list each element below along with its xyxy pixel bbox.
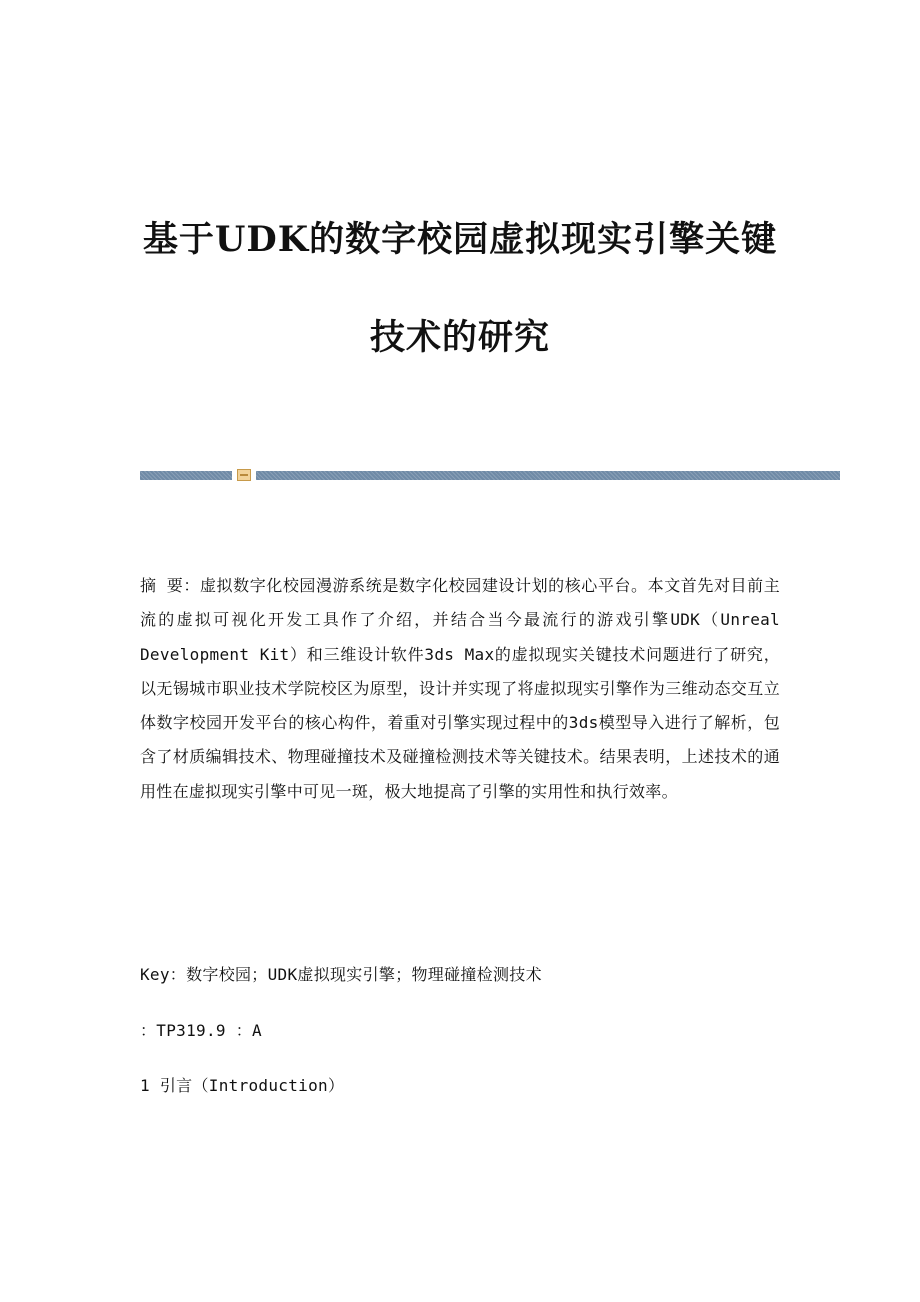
keywords-line: Key：数字校园；UDK虚拟现实引擎；物理碰撞检测技术 [140,965,542,984]
title-divider [140,471,840,480]
divider-bar-right [256,471,840,480]
abstract-paragraph: 摘 要：虚拟数字化校园漫游系统是数字化校园建设计划的核心平台。本文首先对目前主流的虚拟可视化开发工具作了介绍，并结合当今最流行的游戏引擎UDK（Unreal Development Kit）和三维设计软件3ds Max的虚拟现实关键技术问题进行了研究，以无锡城市职业技术学院校区为原型，设计并实现了将虚拟现实引擎作为三维动态交互立体数字校园开发平台的核心构件，着重对引擎实现过程中的3ds模型导入进行了解析，包含了材质编辑技术、物理碰撞技术及碰撞检测技术等关键技术。结果表明，上述技术的通用性在虚拟现实引擎中可见一斑，极大地提高了引擎的实用性和执行效率。 [140,576,780,801]
section-heading: 1 引言（Introduction） [140,1076,345,1095]
divider-emblem-icon [237,469,251,481]
divider-bar-left [140,471,232,480]
classification-line: ：TP319.9 ：A [140,1021,262,1040]
document-title-line-1: 基于UDK的数字校园虚拟现实引擎关键 [142,219,778,260]
document-title-line-2: 技术的研究 [369,317,550,358]
